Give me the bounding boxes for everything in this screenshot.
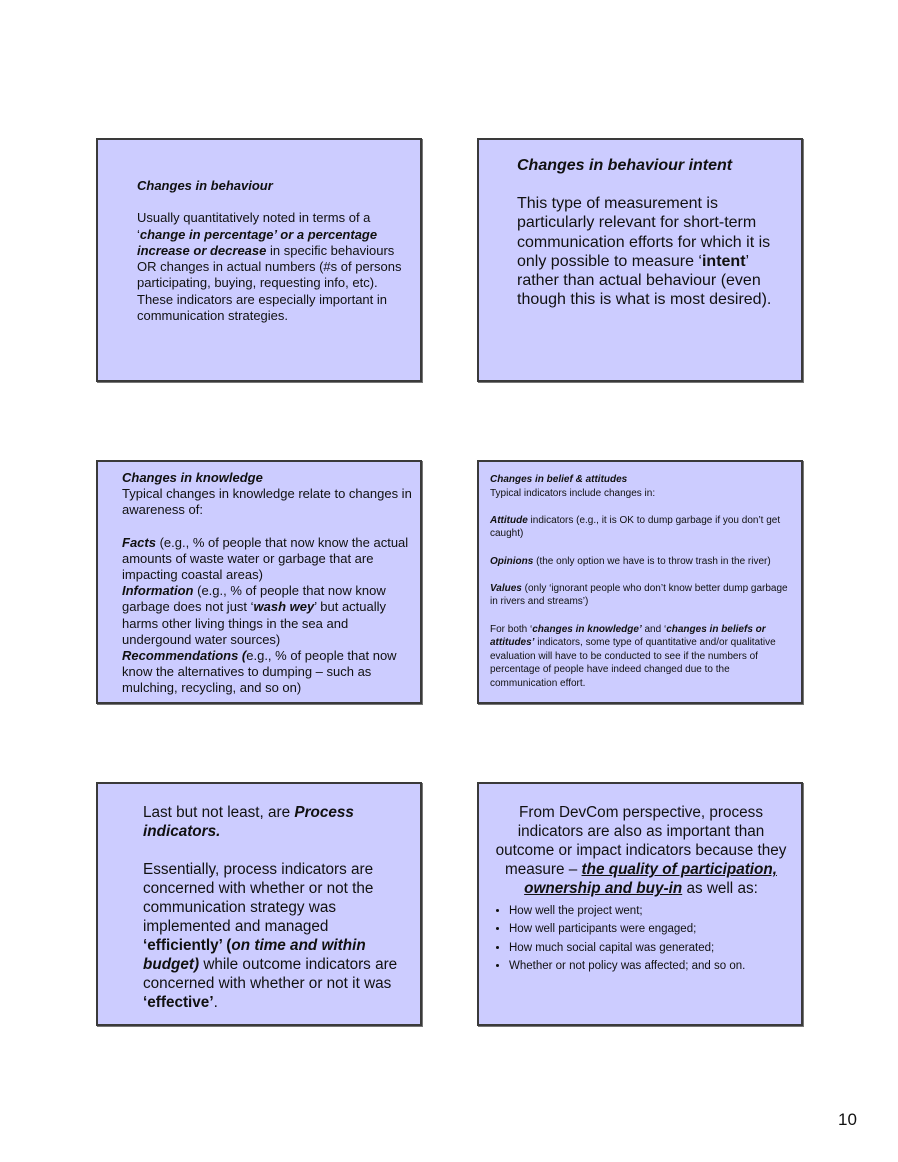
information-text: (e.g., % of people that now know garbage does not just ‘ bbox=[122, 583, 386, 615]
summary-emphasis: changes in beliefs or attitudes’ bbox=[490, 623, 766, 649]
values-item bbox=[490, 582, 796, 609]
body-text: From DevCom perspective, process indicators are also as important than outcome or impact indicators because they measure – bbox=[495, 804, 787, 878]
recommendations-label: Recommendations ( bbox=[122, 648, 247, 664]
facts-text: (e.g., % of people that now know the actual amounts of waste water or garbage that are impacting coastal areas) bbox=[122, 534, 409, 583]
information-text: ’ but actually harms other living things in the sea and undergound water sources) bbox=[122, 599, 387, 647]
slide-body bbox=[137, 210, 409, 324]
body-emphasis: intent bbox=[701, 252, 746, 270]
body-text: . bbox=[213, 994, 218, 1011]
body-bold: ‘effective’ bbox=[143, 994, 214, 1011]
opinions-label: Opinions bbox=[490, 555, 534, 567]
values-text: (only ‘ignorant people who don’t know better dump garbage in rivers and streams’) bbox=[490, 582, 788, 608]
summary-text: and ‘ bbox=[641, 623, 667, 635]
body-text: Usually quantitatively noted in terms of a ‘ bbox=[137, 210, 371, 242]
list-item: • Whether or not policy was affected; and so on. bbox=[509, 957, 789, 975]
slide-process-indicators bbox=[96, 782, 422, 1026]
body-bold: ‘efficiently’ bbox=[143, 937, 223, 954]
opinions-text: (the only option we have is to throw trash in the river) bbox=[533, 555, 771, 567]
slide-title: Changes in knowledge bbox=[122, 470, 263, 485]
summary-emphasis: changes in knowledge’ bbox=[532, 623, 642, 635]
facts-label: Facts bbox=[122, 534, 156, 550]
body-text: in specific behaviours OR changes in actual numbers (#s of persons participating, buying, requesting info, etc). These indicators are especially important in communication strategies. bbox=[137, 242, 402, 324]
recommendations-text: e.g., % of people that now know the alternatives to dumping – such as mulching, recycling, and so on) bbox=[122, 648, 397, 696]
slide-title: Changes in belief & attitudes bbox=[490, 474, 628, 485]
slide-intro: Typical indicators include changes in: bbox=[490, 487, 656, 499]
list-item: • How well participants were engaged; bbox=[509, 920, 789, 938]
body-text: ’ rather than actual behaviour (even though this is what is most desired). bbox=[517, 252, 772, 309]
list-item: • How much social capital was generated; bbox=[509, 939, 789, 957]
heading-emphasis: Process indicators. bbox=[143, 804, 354, 840]
information-label: Information bbox=[122, 583, 194, 599]
values-label: Values bbox=[490, 582, 522, 594]
attitude-label: Attitude bbox=[490, 514, 528, 526]
slide-changes-in-behaviour bbox=[96, 138, 422, 382]
recommendations-item bbox=[122, 648, 414, 697]
slide-body bbox=[493, 803, 789, 898]
slide-changes-in-behaviour-intent bbox=[477, 138, 803, 382]
slide-changes-in-belief-attitudes bbox=[477, 460, 803, 704]
slide-body bbox=[143, 860, 405, 1012]
slide-body bbox=[517, 194, 787, 309]
body-emphasis: on time and within budget) bbox=[143, 937, 366, 973]
facts-item bbox=[122, 535, 414, 584]
body-emphasis: change in percentage’ or a percentage increase or decrease bbox=[137, 226, 378, 258]
slide-devcom-perspective bbox=[477, 782, 803, 1026]
information-item bbox=[122, 583, 414, 648]
body-bold: ( bbox=[222, 937, 232, 954]
opinions-item bbox=[490, 555, 796, 569]
slide-heading bbox=[143, 803, 405, 841]
attitude-text: indicators (e.g., it is OK to dump garbage if you don’t get caught) bbox=[490, 514, 781, 540]
bullet-list bbox=[493, 902, 789, 976]
heading-text: Last but not least, are bbox=[143, 804, 295, 821]
body-text: as well as: bbox=[682, 880, 758, 897]
body-text: while outcome indicators are concerned with whether or not it was bbox=[143, 956, 398, 992]
page-number: 10 bbox=[838, 1110, 857, 1129]
slide-title: Changes in behaviour bbox=[137, 178, 273, 193]
summary-text: For both ‘ bbox=[490, 623, 533, 635]
list-item: • How well the project went; bbox=[509, 902, 789, 920]
slide-title: Changes in behaviour intent bbox=[517, 157, 733, 174]
summary-text: indicators, some type of quantitative and/or qualitative evaluation will have to be conducted to see if the numbers of percentage of people have indeed changed due to the communication effort. bbox=[490, 637, 776, 689]
summary-paragraph bbox=[490, 623, 796, 691]
body-text: This type of measurement is particularly relevant for short-term communication efforts for which it is only possible to measure ‘ bbox=[517, 195, 771, 270]
body-text: Essentially, process indicators are concerned with whether or not the communication strategy was implemented and managed bbox=[143, 861, 374, 935]
body-emphasis: the quality of participation, ownership and buy-in bbox=[524, 861, 777, 897]
information-emphasis: wash wey bbox=[253, 599, 315, 615]
slide-intro: Typical changes in knowledge relate to changes in awareness of: bbox=[122, 486, 412, 518]
slide-changes-in-knowledge bbox=[96, 460, 422, 704]
attitude-item bbox=[490, 514, 796, 541]
